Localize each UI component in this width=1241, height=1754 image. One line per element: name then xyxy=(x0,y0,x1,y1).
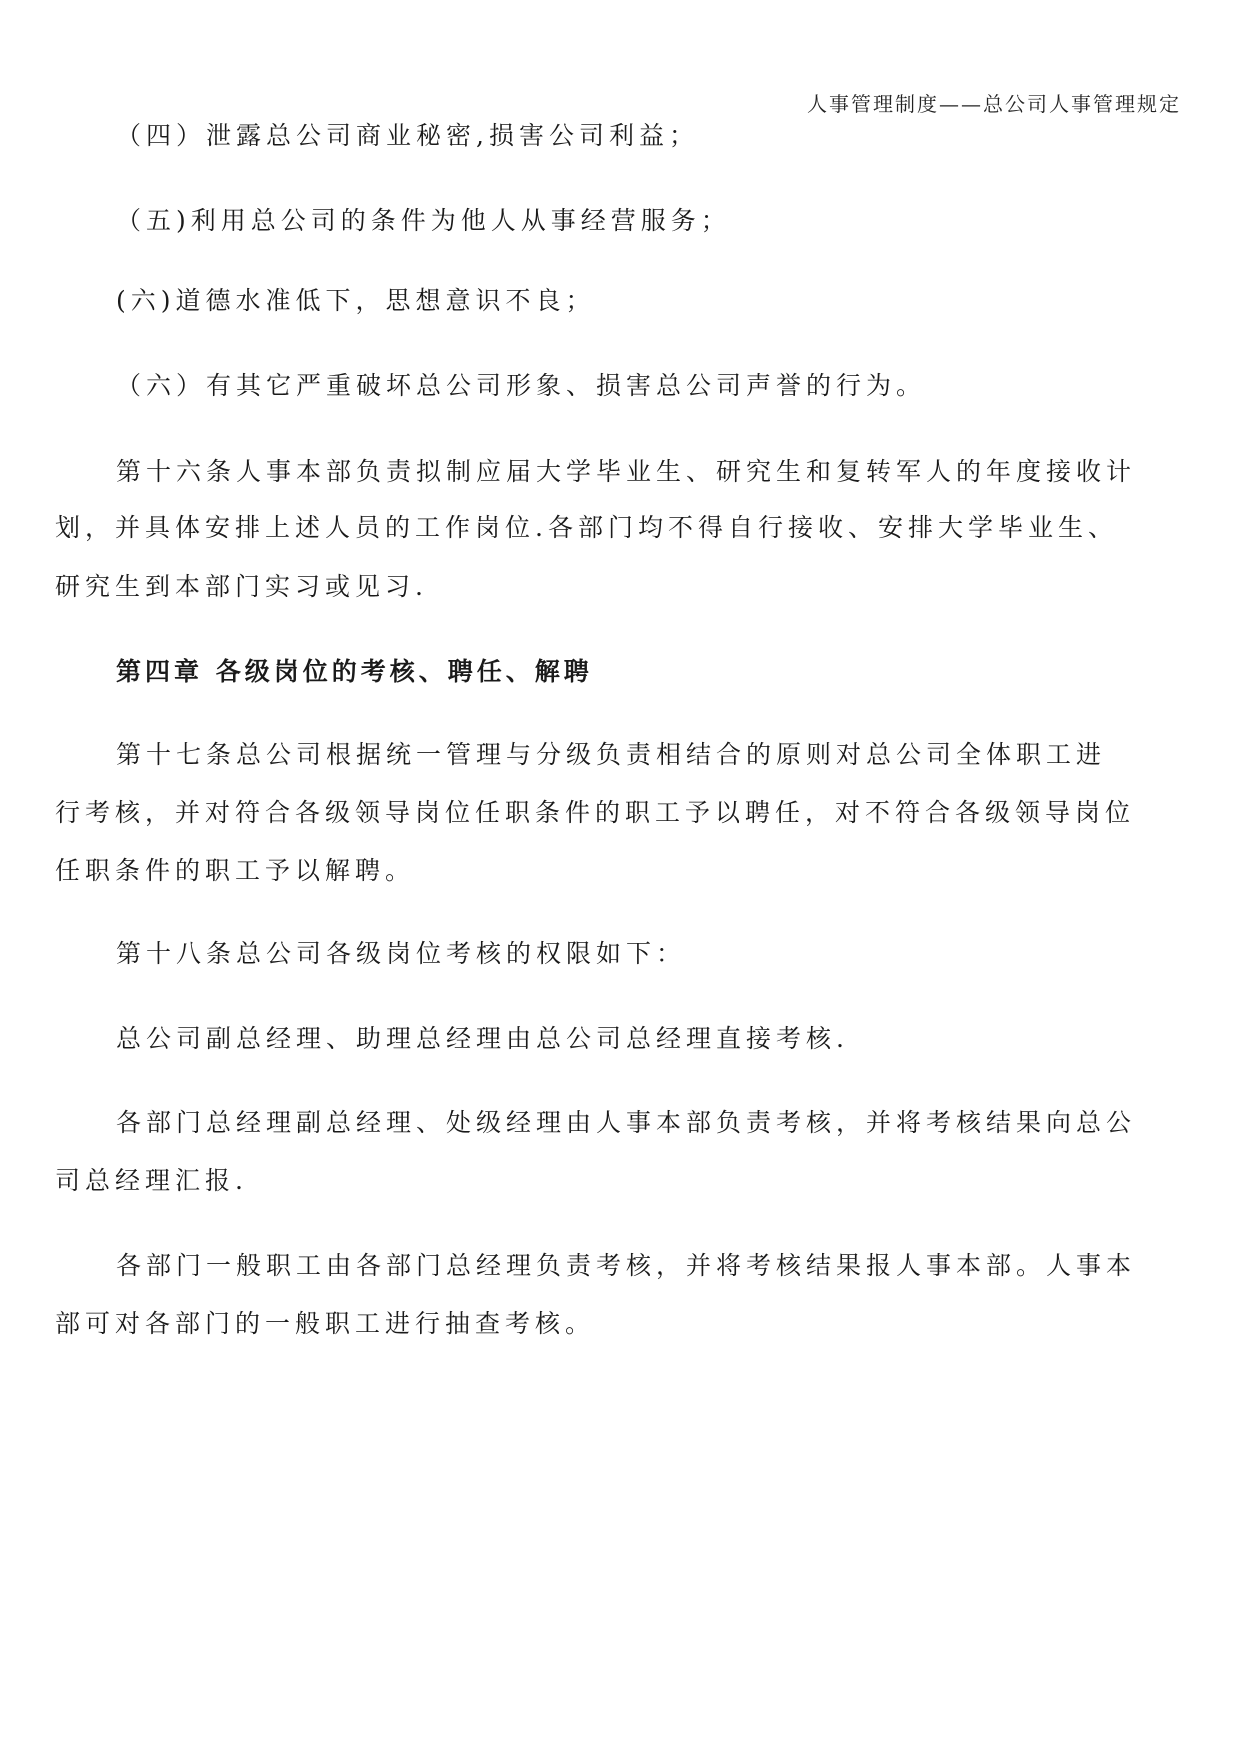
article-18: 第十八条总公司各级岗位考核的权限如下： xyxy=(116,939,687,968)
rule-a: 总公司副总经理、助理总经理由总公司总经理直接考核. xyxy=(116,1024,849,1053)
article-16-line: 研究生到本部门实习或见习. xyxy=(55,572,428,601)
list-item: （四）泄露总公司商业秘密,损害公司利益； xyxy=(116,121,699,150)
article-16-line: 划，并具体安排上述人员的工作岗位.各部门均不得自行接收、安排大学毕业生、 xyxy=(55,513,1118,542)
rule-c-line: 各部门一般职工由各部门总经理负责考核，并将考核结果报人事本部。人事本 xyxy=(116,1251,1137,1280)
list-item: （六）有其它严重破坏总公司形象、损害总公司声誉的行为。 xyxy=(116,371,927,400)
rule-c-line: 部可对各部门的一般职工进行抽查考核。 xyxy=(55,1309,596,1338)
list-item: (六)道德水准低下，思想意识不良； xyxy=(116,286,596,315)
rule-b-line: 各部门总经理副总经理、处级经理由人事本部负责考核，并将考核结果向总公 xyxy=(116,1108,1137,1137)
article-17-line: 第十七条总公司根据统一管理与分级负责相结合的原则对总公司全体职工进 xyxy=(116,740,1107,769)
list-item: （五)利用总公司的条件为他人从事经营服务； xyxy=(116,206,731,235)
article-17-line: 任职条件的职工予以解聘。 xyxy=(55,856,416,885)
article-16-line: 第十六条人事本部负责拟制应届大学毕业生、研究生和复转军人的年度接收计 xyxy=(116,457,1137,486)
chapter-heading: 第四章 各级岗位的考核、聘任、解聘 xyxy=(116,657,593,686)
article-17-line: 行考核，并对符合各级领导岗位任职条件的职工予以聘任，对不符合各级领导岗位 xyxy=(55,798,1136,827)
running-header: 人事管理制度——总公司人事管理规定 xyxy=(807,92,1181,116)
rule-b-line: 司总经理汇报. xyxy=(55,1166,248,1195)
